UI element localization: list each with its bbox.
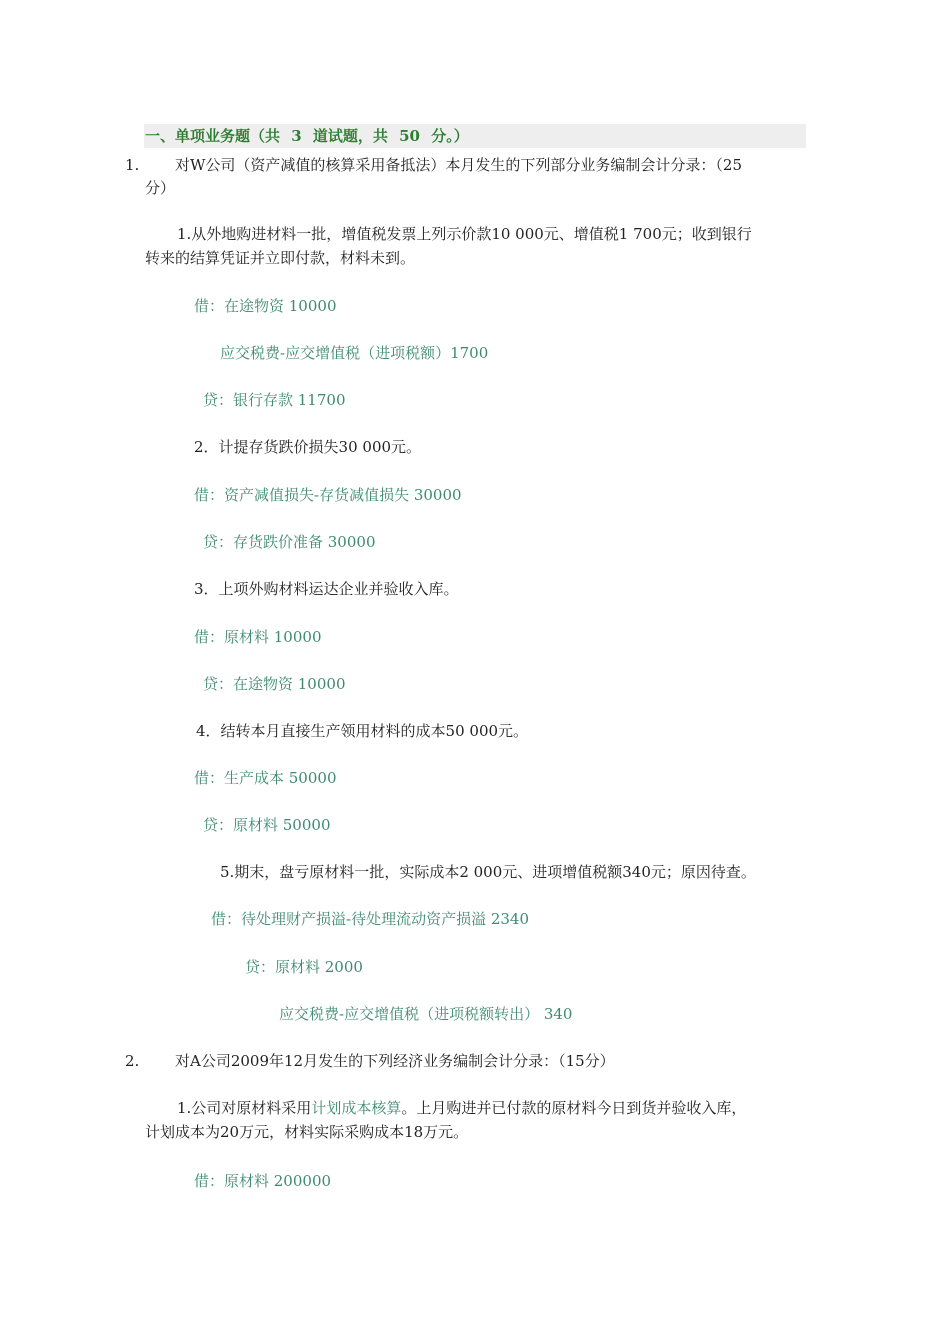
debit-entry: 借：原材料 200000 bbox=[194, 1172, 332, 1190]
credit-entry: 贷：在途物资 10000 bbox=[203, 675, 346, 693]
item-text: 3．上项外购材料运达企业并验收入库。 bbox=[194, 580, 459, 598]
credit-entry-sub: 应交税费-应交增值税（进项税额转出） 340 bbox=[279, 1005, 573, 1023]
credit-entry: 贷：原材料 2000 bbox=[245, 958, 363, 976]
item-text-prefix: 1.公司对原材料采用 bbox=[177, 1099, 312, 1117]
question-number: 1. bbox=[125, 156, 140, 174]
item-text: 4．结转本月直接生产领用材料的成本50 000元。 bbox=[196, 722, 529, 740]
section-title: 一、单项业务题（共 3 道试题，共 50 分。） bbox=[145, 127, 469, 145]
item-text-continued: 转来的结算凭证并立即付款，材料未到。 bbox=[145, 249, 416, 267]
debit-entry: 借：资产减值损失-存货减值损失 30000 bbox=[194, 486, 462, 504]
question-text-continued: 分） bbox=[145, 179, 176, 197]
question-text: 对A公司2009年12月发生的下列经济业务编制会计分录：（15分） bbox=[175, 1052, 615, 1070]
debit-entry: 借：待处理财产损溢-待处理流动资产损溢 2340 bbox=[211, 910, 530, 928]
item-text: 2．计提存货跌价损失30 000元。 bbox=[194, 438, 422, 456]
debit-entry: 借：在途物资 10000 bbox=[194, 297, 337, 315]
item-text-suffix: 。上月购进并已付款的原材料今日到货并验收入库， bbox=[401, 1099, 747, 1117]
debit-entry: 借：原材料 10000 bbox=[194, 628, 322, 646]
debit-entry: 借：生产成本 50000 bbox=[194, 769, 337, 787]
credit-entry: 贷：存货跌价准备 30000 bbox=[203, 533, 376, 551]
item-text: 5.期末，盘亏原材料一批，实际成本2 000元、进项增值税额340元；原因待查。 bbox=[220, 863, 756, 881]
credit-entry: 贷：银行存款 11700 bbox=[203, 391, 346, 409]
credit-entry: 贷：原材料 50000 bbox=[203, 816, 331, 834]
question-text: 对W公司（资产减值的核算采用备抵法）本月发生的下列部分业务编制会计分录：（25 bbox=[175, 156, 743, 174]
debit-entry-sub: 应交税费-应交增值税（进项税额）1700 bbox=[220, 344, 489, 362]
question-number: 2. bbox=[125, 1052, 140, 1070]
highlighted-term: 计划成本核算 bbox=[311, 1099, 402, 1117]
item-text: 1.从外地购进材料一批，增值税发票上列示价款10 000元、增值税1 700元；收到银行 bbox=[177, 225, 752, 243]
item-text-continued: 计划成本为20万元，材料实际采购成本18万元。 bbox=[145, 1123, 469, 1141]
item-text bbox=[177, 1098, 746, 1118]
